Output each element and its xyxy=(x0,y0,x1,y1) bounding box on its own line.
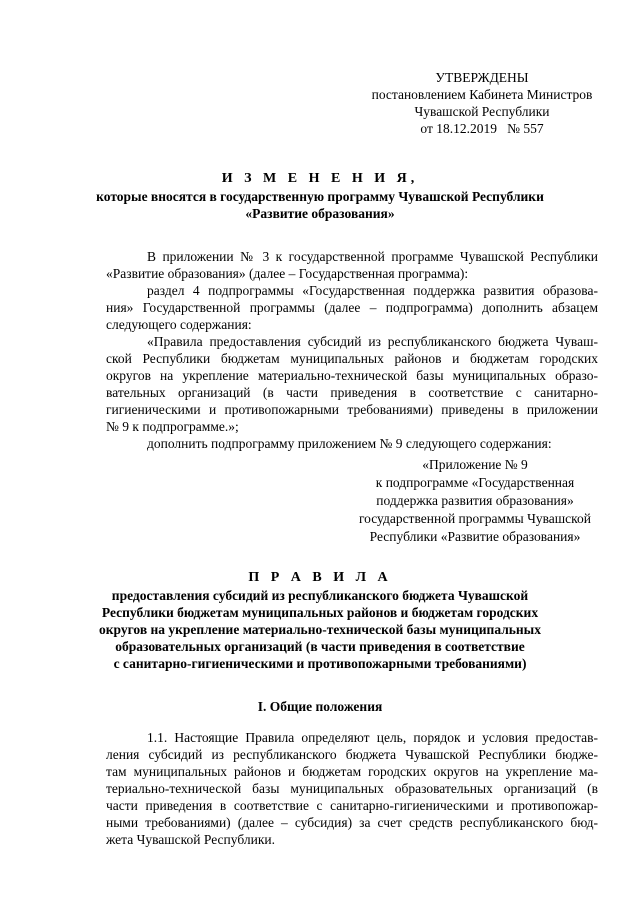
approval-title: УТВЕРЖДЕНЫ xyxy=(435,70,529,85)
appendix-line-3: поддержка развития образования» xyxy=(376,493,574,508)
changes-subtitle-line-1: которые вносятся в государственную программу Чувашской Республики xyxy=(96,189,544,204)
paragraph-1-line-2: «Развитие образования» (далее – Государственная программа): xyxy=(106,266,469,281)
paragraph-2-line-1: раздел 4 подпрограммы «Государственная поддержка развития образова- xyxy=(147,283,598,298)
appendix-line-2: к подпрограмме «Государственная xyxy=(375,475,575,490)
changes-heading: И З М Е Н Е Н И Я, xyxy=(221,171,419,186)
paragraph-3-line-5: гигиеническими и противопожарными требованиями) приведены в приложении xyxy=(106,402,598,417)
approval-date-number: от 18.12.2019 № 557 xyxy=(420,121,544,136)
paragraph-2-line-3: следующего содержания: xyxy=(106,317,252,332)
appendix-header xyxy=(340,456,610,546)
section-1-line-5: части приведения в соответствие с санитарно-гигиеническими и противопожар- xyxy=(106,798,598,813)
body-text xyxy=(106,248,598,452)
paragraph-3-line-4: вательных организаций (в части приведения в соответствие с санитарно- xyxy=(106,385,598,400)
appendix-line-4: государственной программы Чувашской xyxy=(358,511,592,526)
approval-republic: Чувашской Республики xyxy=(414,104,550,119)
section-1-line-3: там муниципальных районов и бюджетам городских округов на укрепление ма- xyxy=(106,764,598,779)
section-1-line-4: териально-технической базы муниципальных образовательных организаций (в xyxy=(106,781,598,796)
paragraph-3-line-2: ской Республики бюджетам муниципальных районов и бюджетам городских xyxy=(106,351,598,366)
section-1-line-7: жета Чувашской Республики. xyxy=(106,832,275,847)
rules-title-line-3: округов на укрепление материально-технической базы муниципальных xyxy=(99,622,541,637)
section-1-line-1: 1.1. Настоящие Правила определяют цель, порядок и условия предостав- xyxy=(147,730,598,745)
rules-title-line-5: с санитарно-гигиеническими и противопожарными требованиями) xyxy=(113,656,527,671)
paragraph-4-line-1: дополнить подпрограмму приложением № 9 следующего содержания: xyxy=(147,436,552,451)
section-1-heading: I. Общие положения xyxy=(257,699,383,714)
rules-title-line-2: Республики бюджетам муниципальных районов и бюджетам городских xyxy=(101,605,539,620)
rules-title-line-4: образовательных организаций (в части приведения в соответствие xyxy=(115,639,525,654)
rules-title-line-1: предоставления субсидий из республиканского бюджета Чувашской xyxy=(111,588,529,603)
paragraph-1-line-1: В приложении № 3 к государственной программе Чувашской Республики xyxy=(147,249,598,264)
rules-heading: П Р А В И Л А xyxy=(248,570,392,585)
appendix-line-5: Республики «Развитие образования» xyxy=(369,529,581,544)
appendix-number: «Приложение № 9 xyxy=(422,457,528,472)
approval-stamp xyxy=(362,69,602,137)
section-1-line-6: ными требованиями) (далее – субсидия) за счет средств республиканского бюд- xyxy=(106,815,598,830)
approval-authority: постановлением Кабинета Министров xyxy=(371,87,593,102)
paragraph-3-line-1: «Правила предоставления субсидий из республиканского бюджета Чуваш- xyxy=(147,334,598,349)
section-1-line-2: ления субсидий из республиканского бюджета Чувашской Республики бюдже- xyxy=(106,747,598,762)
changes-subtitle-line-2: «Развитие образования» xyxy=(245,206,395,221)
section-1-text xyxy=(106,729,598,848)
paragraph-2-line-2: ния» Государственной программы (далее – подпрограмма) дополнить абзацем xyxy=(106,300,598,315)
paragraph-3-line-6: № 9 к подпрограмме.»; xyxy=(106,419,239,434)
paragraph-3-line-3: округов на укрепление материально-технической базы муниципальных образо- xyxy=(106,368,598,383)
